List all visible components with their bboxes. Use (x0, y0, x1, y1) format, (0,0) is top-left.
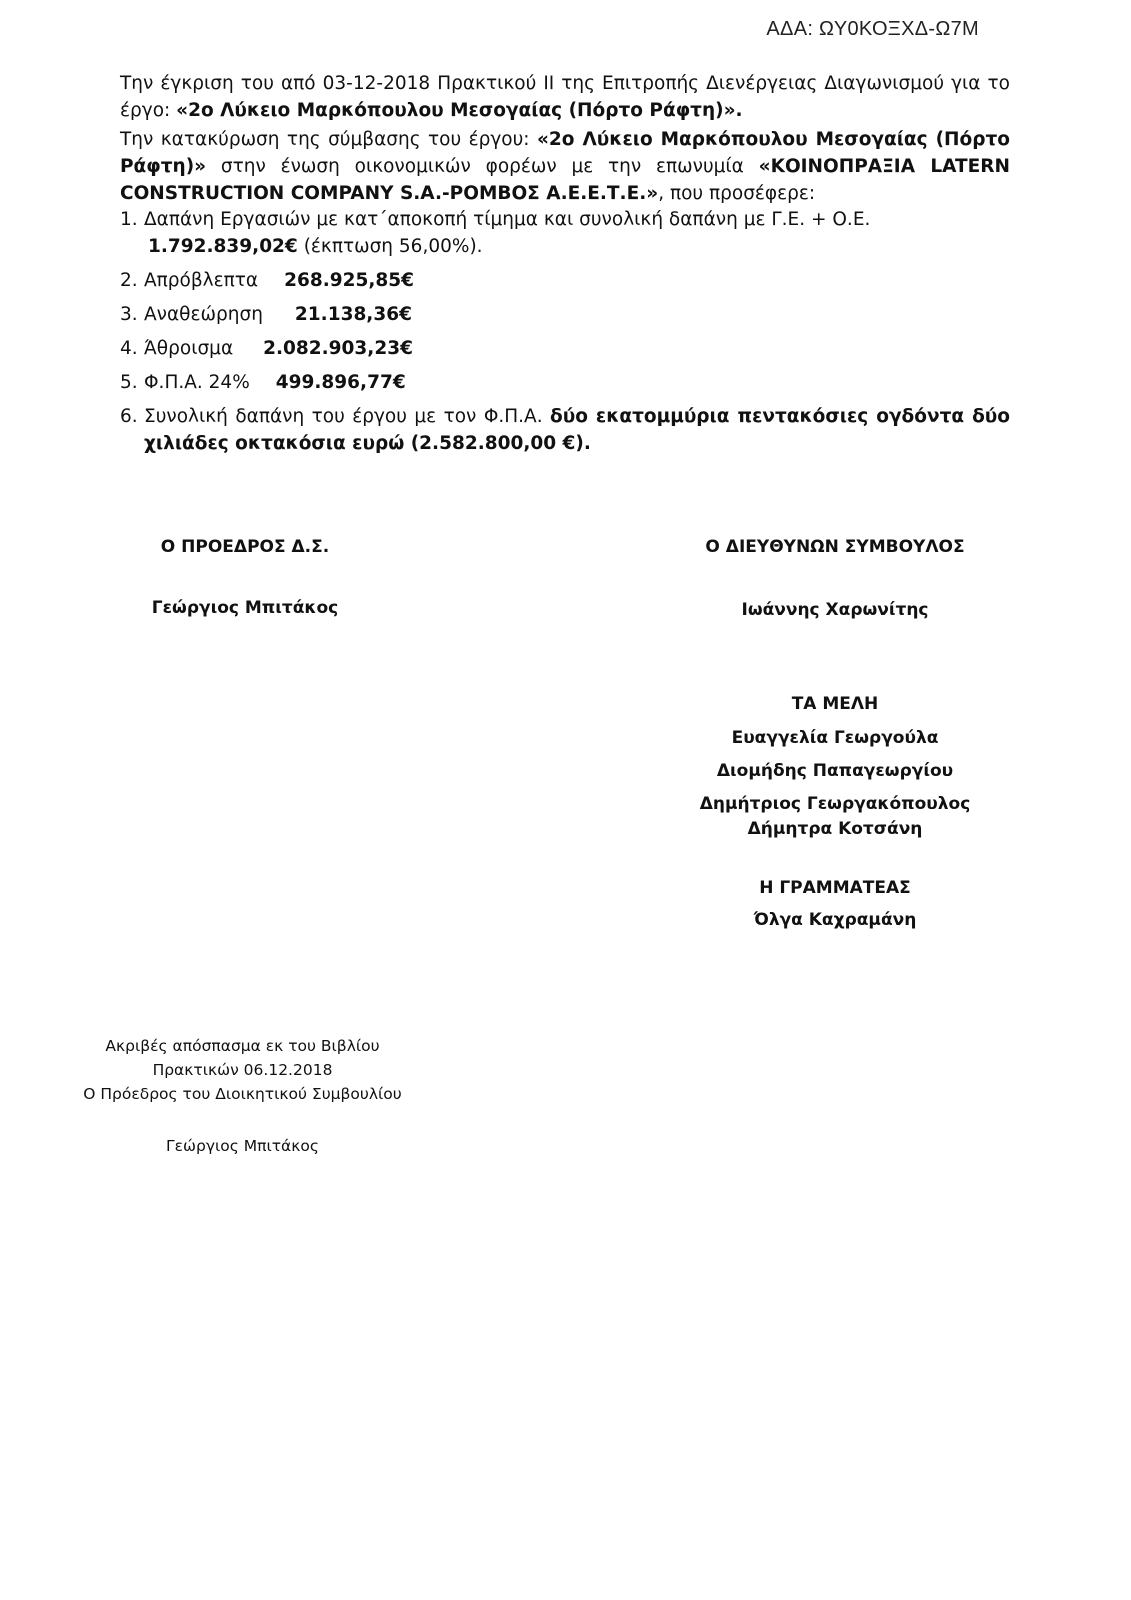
footer-signature-name: Γεώργιος Μπιτάκος (166, 1137, 319, 1155)
president-name: Γεώργιος Μπιτάκος (151, 598, 339, 618)
award-project-name: «2ο Λύκειο Μαρκόπουλου Μεσογαίας (Πόρτο Ράφτη)» (120, 129, 1010, 177)
item-label: Συνολική δαπάνη του έργου με τον Φ.Π.Α. (144, 406, 551, 427)
footer-block (70, 1034, 415, 1106)
item-label: Άθροισμα (144, 338, 234, 359)
item-number: 6. (120, 406, 138, 427)
award-paragraph (120, 126, 1010, 207)
award-text-2: στην ένωση οικονομικών φορέων με την επωνυμία (206, 156, 759, 177)
item-number: 5. (120, 372, 138, 393)
approval-paragraph (120, 70, 1010, 124)
item-note: (έκπτωση 56,00%). (297, 236, 483, 257)
list-item (120, 369, 1010, 396)
award-text-3: , που προσέφερε: (658, 183, 816, 204)
list-item (120, 206, 1010, 260)
ceo-title: Ο ΔΙΕΥΘΥΝΩΝ ΣΥΜΒΟΥΛΟΣ (705, 537, 965, 557)
ada-code: ΑΔΑ: ΩΥ0ΚΟΞΧΔ-Ω7Μ (766, 18, 979, 40)
item-amount: 499.896,77€ (275, 372, 406, 393)
item-label: Φ.Π.Α. 24% (144, 372, 250, 393)
member-name: Ευαγγελία Γεωργούλα (731, 728, 939, 748)
footer-line: Πρακτικών 06.12.2018 (152, 1061, 333, 1079)
item-number: 2. (120, 270, 138, 291)
item-label: Αναθεώρηση (144, 304, 263, 325)
item-label: Δαπάνη Εργασιών με κατ΄αποκοπή τίμημα και συνολική δαπάνη με Γ.Ε. + Ο.Ε. (144, 209, 871, 230)
item-amount-words: δύο εκατομμύρια πεντακόσιες ογδόντα δύο χιλιάδες οκτακόσια ευρώ (2.582.800,00 €). (144, 406, 1010, 454)
item-number: 4. (120, 338, 138, 359)
item-label: Απρόβλεπτα (144, 270, 259, 291)
members-title: ΤΑ ΜΕΛΗ (791, 694, 879, 714)
contractor-name: «ΚΟΙΝΟΠΡΑΞΙΑ LATERN CONSTRUCTION COMPANY S.A.-ΡΟΜΒΟΣ Α.Ε.Ε.Τ.Ε.» (120, 156, 1010, 204)
cost-list (120, 206, 1010, 464)
list-item (120, 403, 1010, 457)
secretary-title: Η ΓΡΑΜΜΑΤΕΑΣ (759, 878, 911, 898)
president-title: Ο ΠΡΟΕΔΡΟΣ Δ.Σ. (160, 537, 330, 557)
project-name: «2ο Λύκειο Μαρκόπουλου Μεσογαίας (Πόρτο Ράφτη)». (176, 100, 743, 121)
item-number: 3. (120, 304, 138, 325)
item-number: 1. (120, 209, 138, 230)
item-amount: 21.138,36€ (294, 304, 412, 325)
item-amount: 1.792.839,02€ (148, 236, 298, 257)
item-amount: 268.925,85€ (284, 270, 415, 291)
approval-text: Την έγκριση του από 03-12-2018 Πρακτικού ΙΙ της Επιτροπής Διενέργειας Διαγωνισμού για το έργο: (120, 73, 1010, 121)
member-name: Δημήτριος Γεωργακόπουλος (699, 794, 971, 814)
item-amount: 2.082.903,23€ (263, 338, 413, 359)
member-name: Δήμητρα Κοτσάνη (747, 819, 923, 839)
secretary-name: Όλγα Καχραμάνη (753, 910, 917, 930)
award-text-1: Την κατακύρωση της σύμβασης του έργου: (120, 129, 537, 150)
list-item (120, 267, 1010, 294)
footer-line: Ο Πρόεδρος του Διοικητικού Συμβουλίου (83, 1085, 402, 1103)
list-item (120, 301, 1010, 328)
footer-line: Ακριβές απόσπασμα εκ του Βιβλίου (105, 1037, 380, 1055)
ceo-name: Ιωάννης Χαρωνίτης (741, 600, 929, 620)
list-item (120, 335, 1010, 362)
member-name: Διομήδης Παπαγεωργίου (716, 761, 954, 781)
